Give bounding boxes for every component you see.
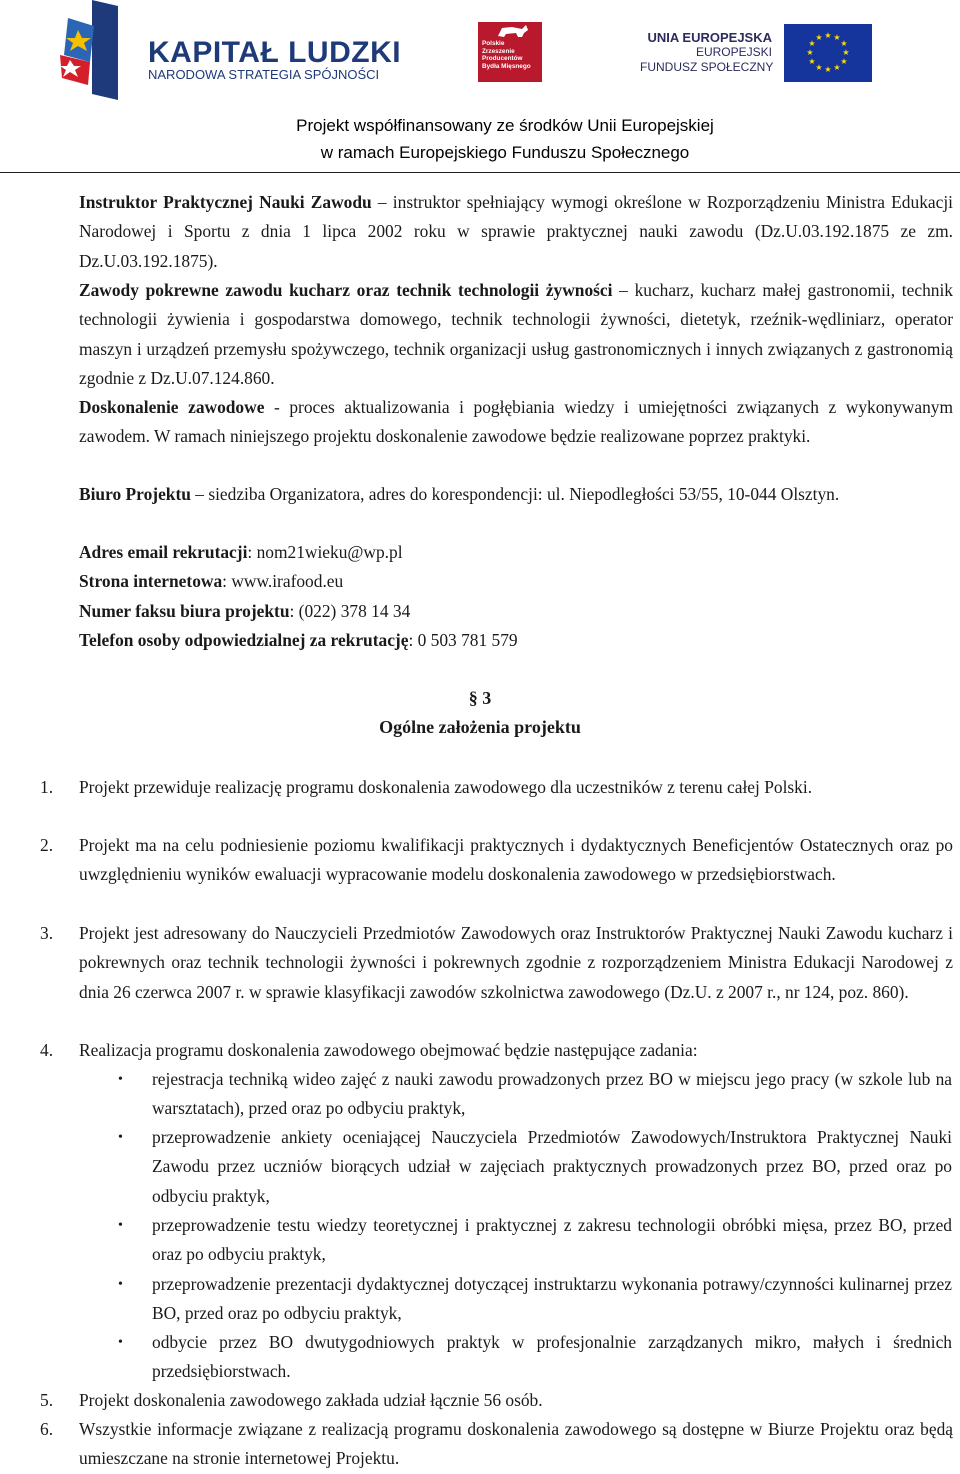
svg-text:★: ★ — [808, 39, 816, 48]
definition-zawody-pokrewne — [79, 276, 953, 394]
definition-email — [79, 538, 953, 567]
project-line-1: Projekt współfinansowany ze środków Unii Europejskiej — [296, 116, 714, 135]
definition-fax — [79, 597, 953, 626]
eu-flag-icon — [784, 24, 872, 82]
page-header — [0, 0, 960, 173]
bullet-text: odbycie przez BO dwutygodniowych praktyk w profesjonalnie zarządzanych mikro, małych i średnich przedsiębiorstwach. — [152, 1332, 952, 1382]
definition-text: : nom21wieku@wp.pl — [247, 542, 403, 562]
list-item-number: 2. — [40, 835, 54, 855]
section-title: Ogólne założenia projektu — [379, 717, 581, 737]
kapital-ludzki-logo — [60, 0, 402, 105]
definition-term: Telefon osoby odpowiedzialnej za rekrutację — [79, 630, 409, 650]
svg-text:★: ★ — [808, 57, 816, 66]
bullet-text: rejestracja techniką wideo zajęć z nauki zawodu prowadzonych przez BO w miejscu jego pracy (w szkole lub na warsztatach), przed oraz po odbyciu praktyk, — [152, 1069, 952, 1119]
definition-phone — [79, 626, 953, 655]
definition-term: Adres email rekrutacji — [79, 542, 248, 562]
svg-text:★: ★ — [840, 57, 848, 66]
definition-term: Zawody pokrewne zawodu kucharz oraz technik technologii żywności — [79, 280, 613, 300]
list-item-number: 4. — [40, 1040, 54, 1060]
definition-text: – siedziba Organizatora, adres do korespondencji: ul. Niepodległości 53/55, 10-044 Olsztyn. — [190, 484, 840, 504]
list-item-text: Realizacja programu doskonalenia zawodowego obejmować będzie następujące zadania: — [79, 1040, 698, 1060]
svg-text:★: ★ — [815, 63, 823, 72]
bullet-icon: • — [118, 1218, 123, 1233]
list-item-text: Projekt przewiduje realizację programu doskonalenia zawodowego dla uczestników z terenu całej Polski. — [79, 777, 813, 797]
definition-term: Numer faksu biura projektu — [79, 601, 290, 621]
ue-logo-text — [640, 30, 772, 75]
bullet-text: przeprowadzenie prezentacji dydaktycznej dotyczącej instruktarzu wykonania potrawy/czynności kulinarnej przez BO, przed oraz po odbyciu praktyk, — [152, 1274, 952, 1324]
kapital-ludzki-subtitle: NARODOWA STRATEGIA SPÓJNOŚCI — [148, 67, 380, 82]
bullet-icon: • — [118, 1277, 123, 1292]
svg-text:★: ★ — [824, 65, 832, 74]
svg-text:★: ★ — [833, 33, 841, 42]
list-item-number: 5. — [40, 1390, 54, 1410]
svg-text:★: ★ — [815, 33, 823, 42]
ue-line-1: UNIA EUROPEJSKA — [647, 30, 772, 45]
svg-text:★: ★ — [842, 48, 850, 57]
list-item-text: Projekt jest adresowany do Nauczycieli Przedmiotów Zawodowych oraz Instruktorów Praktycznej Nauki Zawodu kucharz i pokrewnych oraz technik technologii żywności i pokrewnych zgodnie z rozporządzeniem Ministra Edukacji Narodowej z dnia 26 czerwca 2007 r. w sprawie klasyfikacji zawodów szkolnictwa zawodowego (Dz.U. z 2007 r., nr 124, poz. 860). — [79, 923, 953, 1002]
svg-text:★: ★ — [833, 63, 841, 72]
bull-icon — [478, 22, 542, 40]
kapital-ludzki-emblem-icon — [60, 0, 130, 105]
definition-instruktor — [79, 188, 953, 276]
definition-term: Biuro Projektu — [79, 484, 191, 504]
list-item-number: 6. — [40, 1419, 54, 1439]
definition-www — [79, 567, 953, 596]
svg-text:★: ★ — [824, 31, 832, 40]
list-item-text: Wszystkie informacje związane z realizacją programu doskonalenia zawodowego są dostępne w Biurze Projektu oraz będą umieszczane na stronie internetowej Projektu. — [79, 1419, 953, 1469]
svg-text:★: ★ — [840, 39, 848, 48]
list-item-text: Projekt ma na celu podniesienie poziomu kwalifikacji praktycznych i dydaktycznych Beneficjentów Ostatecznych oraz po uwzględnieniu wyników ewaluacji wypracowanie modelu doskonalenia zawodowego w przedsiębiorstwach. — [79, 835, 953, 885]
project-line-2: w ramach Europejskiego Funduszu Społecznego — [320, 143, 690, 162]
bullet-icon: • — [118, 1335, 123, 1350]
pzpbm-line-1: Polskie — [482, 40, 505, 47]
definition-text: – instruktor spełniający wymogi określone w Rozporządzeniu Ministra Edukacji Narodowej i Sportu z dnia 1 lipca 2002 roku w sprawie praktycznej nauki zawodu (Dz.U.03.192.1875 ze zm. Dz.U.03.192.1875). — [79, 192, 953, 271]
bullet-icon: • — [118, 1130, 123, 1145]
pzpbm-logo — [478, 22, 542, 82]
definition-term: Strona internetowa — [79, 571, 223, 591]
pzpbm-line-2: Zrzeszenie — [482, 47, 515, 55]
definition-text: : (022) 378 14 34 — [289, 601, 411, 621]
kapital-ludzki-title: KAPITAŁ LUDZKI — [148, 36, 402, 69]
svg-text:★: ★ — [806, 48, 814, 57]
definition-term: Instruktor Praktycznej Nauki Zawodu — [79, 192, 372, 212]
ue-line-3: FUNDUSZ SPOŁECZNY — [640, 60, 774, 74]
list-item-text: Projekt doskonalenia zawodowego zakłada udział łącznie 56 osób. — [79, 1390, 543, 1410]
definition-text: : 0 503 781 579 — [408, 630, 518, 650]
pzpbm-line-3: Producentów — [482, 55, 523, 62]
list-item-number: 3. — [40, 923, 54, 943]
bullet-icon: • — [118, 1072, 123, 1087]
header-divider — [0, 172, 960, 173]
definition-doskonalenie — [79, 393, 953, 452]
definition-text: – kucharz, kucharz małej gastronomii, technik technologii żywienia i gospodarstwa domowego, technik technologii żywności, dietetyk, rzeźnik-wędliniarz, operator maszyn i urządzeń przemysłu spożywczego, technik organizacji usług gastronomicznych i innych związanych z gastronomią zgodnie z Dz.U.07.124.860. — [79, 280, 953, 389]
definition-text: - proces aktualizowania i pogłębiania wiedzy i umiejętności związanych z wykonywanym zawodem. W ramach niniejszego projektu doskonalenie zawodowe będzie realizowane poprzez praktyki. — [79, 397, 953, 447]
bullet-text: przeprowadzenie ankiety oceniającej Nauczyciela Przedmiotów Zawodowych/Instruktora Praktycznej Nauki Zawodu przez uczniów biorących udział w zajęciach praktycznych prowadzonych przez BO, przed oraz po odbyciu praktyk, — [152, 1127, 952, 1206]
section-number: § 3 — [468, 688, 492, 708]
ue-line-2: EUROPEJSKI — [695, 45, 772, 59]
bullet-text: przeprowadzenie testu wiedzy teoretycznej i praktycznej z zakresu technologii obróbki mięsa, przez BO, przed oraz po odbyciu praktyk, — [152, 1215, 952, 1265]
definition-biuro — [79, 480, 953, 509]
definition-term: Doskonalenie zawodowe — [79, 397, 265, 417]
definition-text: : www.irafood.eu — [222, 571, 344, 591]
list-item-number: 1. — [40, 777, 54, 797]
pzpbm-line-4: Bydła Mięsnego — [482, 62, 531, 70]
